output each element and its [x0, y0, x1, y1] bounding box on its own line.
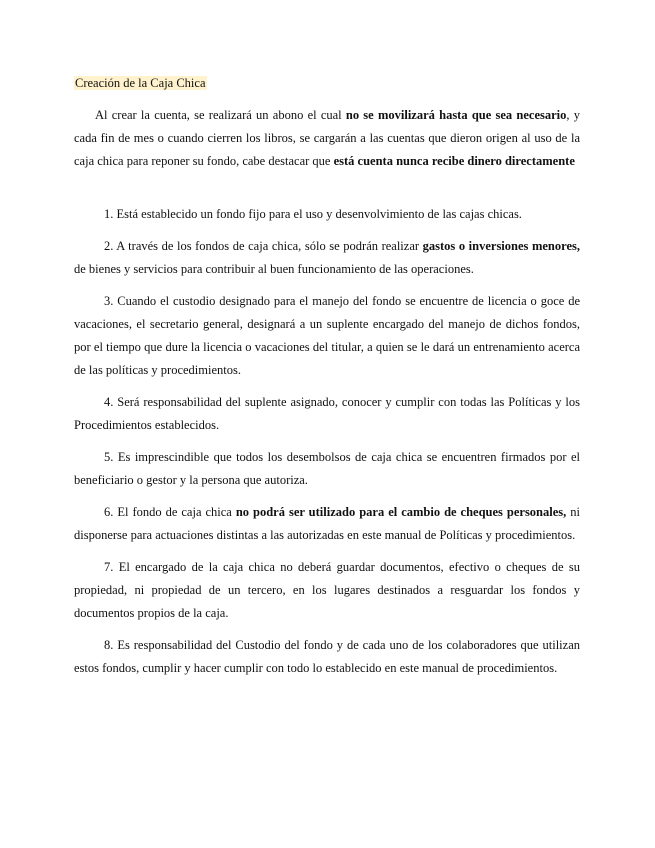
list-item-text: 3. Cuando el custodio designado para el manejo del fondo se encuentre de licencia o goce de vacaciones, el secretario general, designará a un suplente encargado del manejo de dichos fondos, por el tiempo que dure la licencia o vacaciones del titular, a quien se le dará un entrenamiento acerca de las políticas y procedimientos. — [74, 294, 580, 377]
list-item — [74, 235, 580, 281]
list-item — [74, 556, 580, 625]
list-item — [74, 290, 580, 382]
intro-text-1: Al crear la cuenta, se realizará un abono el cual — [95, 108, 346, 122]
list-item — [74, 634, 580, 680]
list-item — [74, 446, 580, 492]
list-item-text: ni disponerse para actuaciones distintas a las autorizadas en este manual de Políticas y procedimientos. — [74, 505, 580, 542]
list-item-text: 7. El encargado de la caja chica no deberá guardar documentos, efectivo o cheques de su propiedad, ni propiedad de un tercero, en los lugares destinados a resguardar los fondos y documentos propios de la caja. — [74, 560, 580, 620]
intro-bold-2: está cuenta nunca recibe dinero directamente — [333, 154, 575, 168]
list-item-text: 6. El fondo de caja chica — [104, 505, 236, 519]
list-item-text: 2. A través de los fondos de caja chica, sólo se podrán realizar — [104, 239, 423, 253]
intro-bold-1: no se movilizará hasta que sea necesario — [345, 108, 567, 122]
list-item — [74, 501, 580, 547]
section-heading — [74, 73, 207, 93]
list-item-bold: no podrá ser utilizado para el cambio de cheques personales, — [235, 505, 567, 519]
list-item-text: 5. Es imprescindible que todos los desembolsos de caja chica se encuentren firmados por el beneficiario o gestor y la persona que autoriza. — [74, 450, 580, 487]
list-item-text: de bienes y servicios para contribuir al buen funcionamiento de las operaciones. — [74, 262, 474, 276]
list-item-text: 4. Será responsabilidad del suplente asignado, conocer y cumplir con todas las Políticas y los Procedimientos establecidos. — [74, 395, 580, 432]
list-item — [74, 391, 580, 437]
list-item — [104, 203, 580, 226]
list-item-text: 8. Es responsabilidad del Custodio del fondo y de cada uno de los colaboradores que utilizan estos fondos, cumplir y hacer cumplir con todo lo establecido en este manual de procedimientos. — [74, 638, 580, 675]
heading-highlight: Creación de la Caja Chica — [75, 76, 206, 90]
list-item-bold: gastos o inversiones menores, — [422, 239, 580, 253]
list-item-text: 1. Está establecido un fondo fijo para el uso y desenvolvimiento de las cajas chicas. — [104, 207, 522, 221]
intro-paragraph — [74, 104, 580, 173]
policy-list — [74, 203, 580, 689]
intro-text-2: , y cada fin de mes o cuando cierren los libros, se cargarán a las cuentas que dieron origen al uso de la caja chica para reponer su fondo, cabe destacar que — [74, 108, 580, 168]
